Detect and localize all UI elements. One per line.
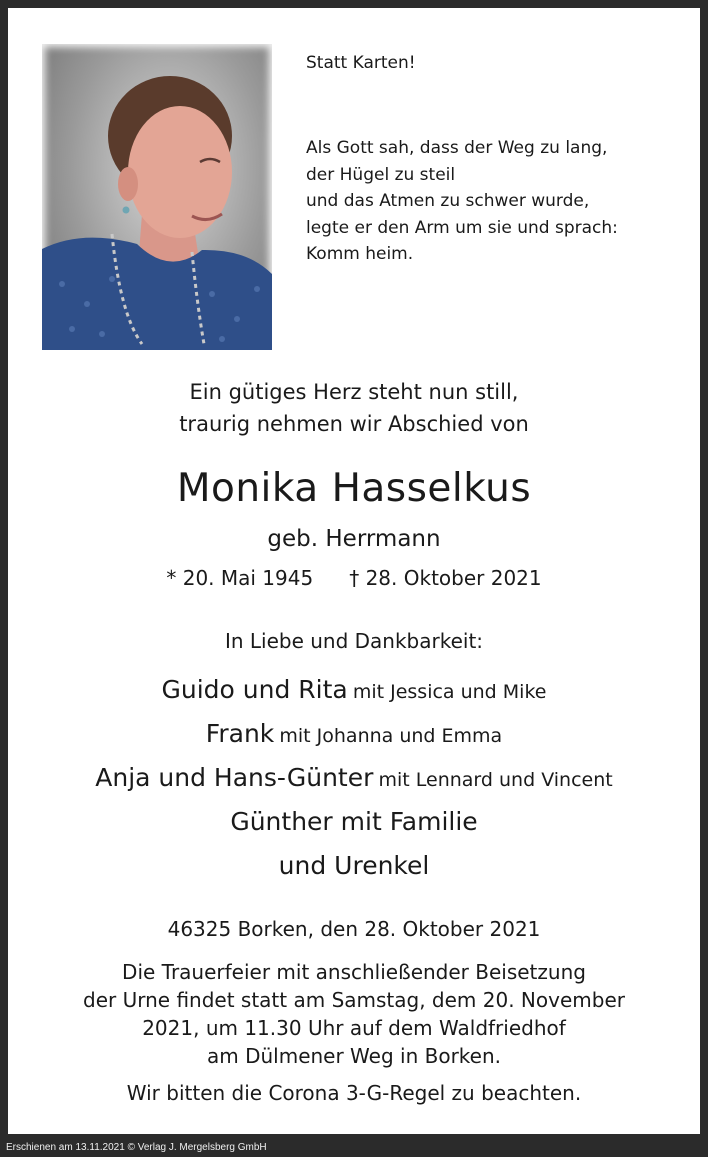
service-line: 2021, um 11.30 Uhr auf dem Waldfriedhof [142, 1016, 566, 1040]
verse-line: und das Atmen zu schwer wurde, [306, 191, 590, 211]
verse-heading: Statt Karten! [306, 53, 416, 73]
life-dates [8, 563, 700, 593]
family-sub: mit Johanna und Emma [279, 725, 503, 747]
family-main: Frank [205, 719, 275, 748]
publication-footer: Erschienen am 13.11.2021 © Verlag J. Mergelsberg GmbH [6, 1142, 267, 1153]
verse-line: Komm heim. [306, 244, 414, 264]
family-main: Günther mit Familie [230, 807, 478, 836]
portrait-illustration [42, 44, 272, 350]
verse-poem [306, 135, 618, 268]
death-date: † 28. Oktober 2021 [349, 566, 542, 590]
verse-line: Als Gott sah, dass der Weg zu lang, [306, 138, 608, 158]
family-entry [8, 844, 700, 888]
service-line: Die Trauerfeier mit anschließender Beisetzung [122, 960, 586, 984]
family-entry [8, 712, 700, 756]
birth-name: geb. Herrmann [267, 526, 441, 552]
obituary-notice [8, 8, 700, 1134]
family-entry [8, 668, 700, 712]
family-sub: mit Lennard und Vincent [378, 769, 613, 791]
intro-line: traurig nehmen wir Abschied von [179, 412, 529, 436]
place-date: 46325 Borken, den 28. Oktober 2021 [167, 917, 541, 941]
service-line: am Dülmener Weg in Borken. [206, 1044, 501, 1068]
service-line: der Urne findet statt am Samstag, dem 20. November [83, 988, 625, 1012]
intro-line: Ein gütiges Herz steht nun still, [189, 380, 519, 404]
intro-text [8, 376, 700, 440]
family-main: Anja und Hans-Günter [95, 763, 374, 792]
family-list [8, 668, 700, 888]
family-entry [8, 756, 700, 800]
portrait-photo [42, 44, 272, 350]
family-sub: mit Jessica und Mike [352, 681, 547, 703]
family-main: Guido und Rita [161, 675, 348, 704]
service-info [8, 958, 700, 1070]
deceased-name: Monika Hasselkus [176, 466, 532, 511]
verse-line: der Hügel zu steil [306, 164, 456, 185]
corona-note: Wir bitten die Corona 3-G-Regel zu beachten. [126, 1081, 582, 1105]
family-entry [8, 800, 700, 844]
verse-line: legte er den Arm um sie und sprach: [306, 217, 618, 238]
family-main: und Urenkel [278, 851, 430, 880]
birth-date: * 20. Mai 1945 [166, 566, 314, 590]
thanks-line: In Liebe und Dankbarkeit: [224, 629, 484, 653]
